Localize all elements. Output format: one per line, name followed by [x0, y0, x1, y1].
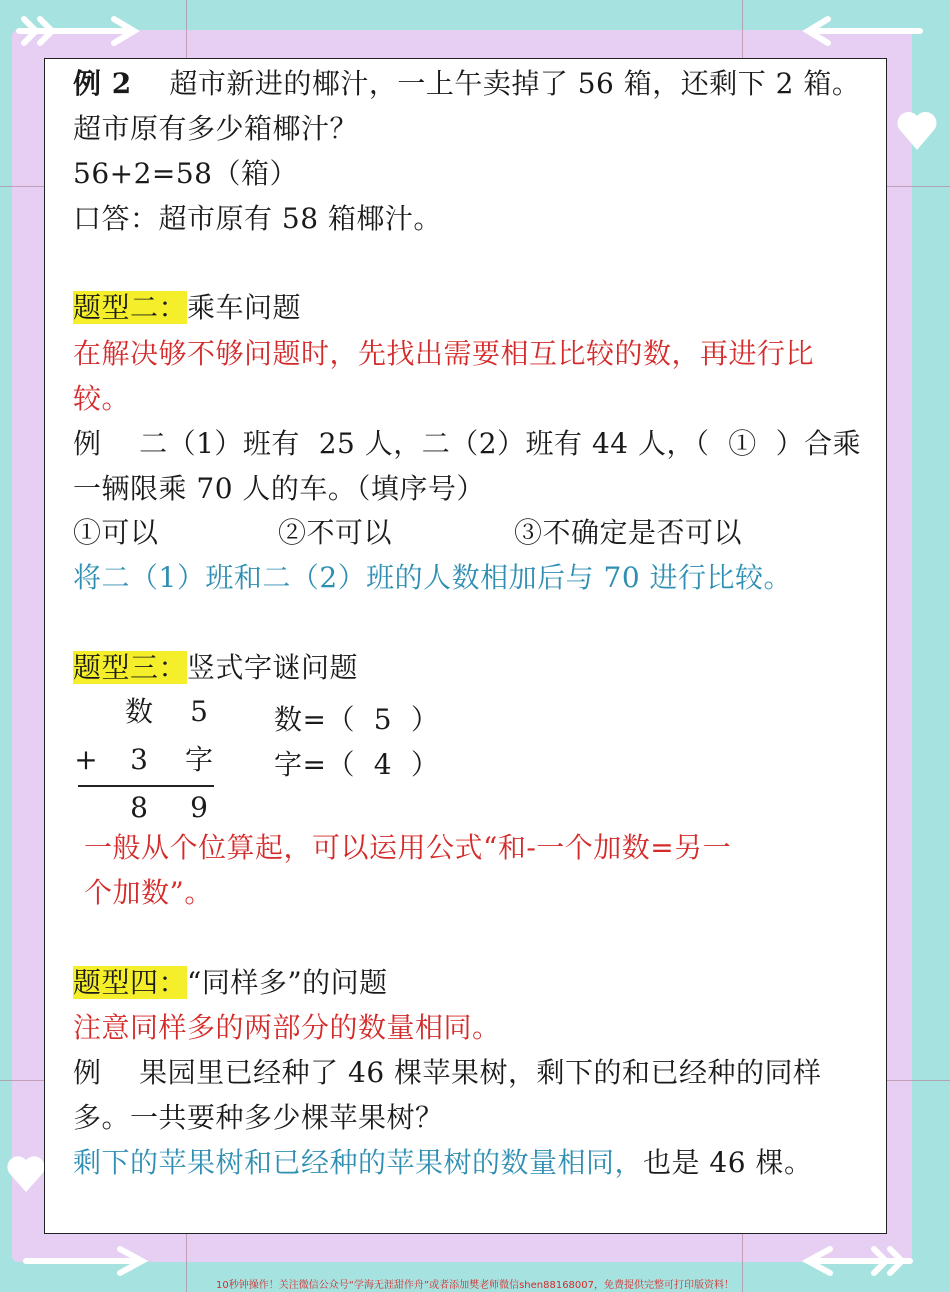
- example2-answer: 口答：超市原有 58 箱椰汁。: [73, 202, 442, 235]
- type3-answer2: 字=（ 4 ）: [274, 748, 440, 781]
- type4-label: 题型四：: [73, 966, 188, 999]
- type3-tip-line1: 一般从个位算起，可以运用公式“和-一个加数=另一: [84, 831, 732, 864]
- type3-tip-line2: 个加数”。: [84, 876, 213, 909]
- puzzle-digit: 字: [184, 743, 213, 776]
- type2-label: 题型二：: [73, 291, 188, 324]
- type4-heading: [73, 963, 388, 1003]
- puzzle-digit: 8: [130, 791, 148, 824]
- example2-line1: [73, 64, 860, 104]
- type3-answer1: 数=（ 5 ）: [274, 703, 440, 736]
- arrow-decoration-icon: [790, 1244, 920, 1278]
- puzzle-digit: 3: [130, 743, 148, 776]
- type2-heading: [73, 288, 301, 328]
- footer-notice: 10秒钟操作！关注微信公众号“学海无涯甜作舟”或者添加樊老师微信shen88168007，免费提供完整可打印版资料！: [215, 1280, 735, 1291]
- type3-title: 竖式字谜问题: [187, 651, 359, 684]
- arrow-decoration-icon: [20, 1244, 160, 1278]
- puzzle-sum-line: [78, 785, 214, 787]
- puzzle-digit: 数: [124, 695, 153, 728]
- type2-question-line1: 例 二（1）班有 25 人，二（2）班有 44 人，（ ① ）合乘: [73, 427, 862, 460]
- type2-tip-line1: 在解决够不够问题时，先找出需要相互比较的数，再进行比: [73, 337, 815, 370]
- heart-decoration-icon: [892, 100, 942, 160]
- type2-tip-line2: 较。: [73, 382, 131, 415]
- type4-title: “同样多”的问题: [187, 966, 388, 999]
- type2-option2: ②不可以: [278, 516, 393, 549]
- type4-question-line2: 多。一共要种多少棵苹果树？: [73, 1101, 444, 1134]
- example2-text: 超市新进的椰汁，一上午卖掉了 56 箱，还剩下 2 箱。: [169, 67, 861, 100]
- puzzle-plus-sign: +: [74, 743, 98, 776]
- type2-title: 乘车问题: [187, 291, 302, 324]
- type2-option1: ①可以: [73, 516, 159, 549]
- arrow-decoration-icon: [780, 14, 930, 48]
- type2-answer: 将二（1）班和二（2）班的人数相加后与 70 进行比较。: [73, 561, 793, 594]
- type3-label: 题型三：: [73, 651, 188, 684]
- type4-tip: 注意同样多的两部分的数量相同。: [73, 1011, 501, 1044]
- type4-answer-black: 也是 46 棵。: [643, 1146, 813, 1179]
- heart-decoration-icon: [6, 1140, 46, 1200]
- puzzle-digit: 5: [190, 695, 208, 728]
- type2-question-line2: 一辆限乘 70 人的车。（填序号）: [73, 472, 485, 505]
- type4-answer: [73, 1143, 812, 1183]
- arrow-decoration-icon: [14, 14, 144, 48]
- type4-answer-blue: 剩下的苹果树和已经种的苹果树的数量相同，: [73, 1146, 644, 1179]
- puzzle-digit: 9: [190, 791, 208, 824]
- example2-equation: 56+2=58（箱）: [73, 157, 298, 190]
- type2-option3: ③不确定是否可以: [514, 516, 743, 549]
- type3-heading: [73, 648, 358, 688]
- example2-line2: 超市原有多少箱椰汁？: [73, 112, 359, 145]
- type4-question-line1: 例 果园里已经种了 46 棵苹果树，剩下的和已经种的同样: [73, 1056, 822, 1089]
- example-label: 例 2: [73, 67, 132, 100]
